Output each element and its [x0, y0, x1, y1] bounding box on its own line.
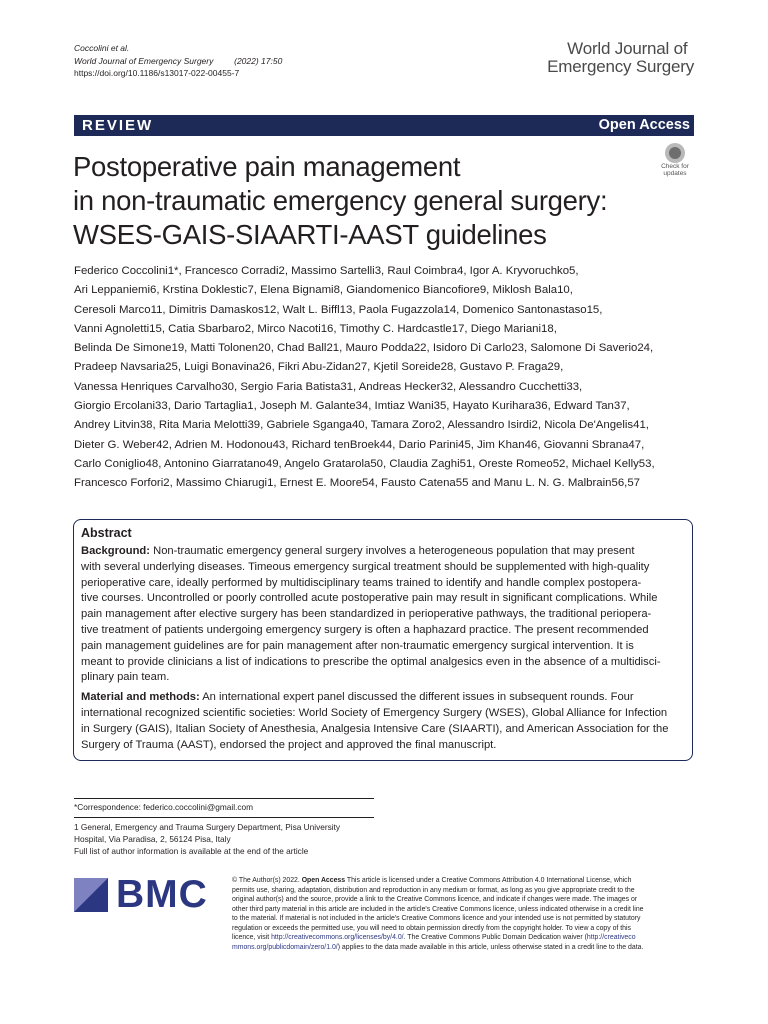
- abstract-line: Surgery of Trauma (AAST), endorsed the project and approved the final manuscript.: [81, 738, 497, 751]
- license-line: regulation or exceeds the permitted use, you will need to obtain permission directly from the copyright holder. To view a copy of this: [232, 924, 631, 932]
- footnote-divider: [74, 817, 374, 818]
- author-line: Vanessa Henriques Carvalho30, Sergio Faria Batista31, Andreas Hecker32, Alessandro Cucchetti33,: [74, 380, 583, 393]
- citation-volume: (2022) 17:50: [234, 55, 283, 66]
- footnotes: [74, 798, 374, 857]
- title-line: in non-traumatic emergency general surgery:: [73, 185, 608, 216]
- author-line: Dieter G. Weber42, Adrien M. Hodonou43, Richard tenBroek44, Dario Parini45, Jim Khan46, Giovanni Sbrana47,: [74, 438, 645, 451]
- license-statement: [232, 876, 694, 952]
- citation-header: [74, 42, 282, 80]
- footnote-divider: [74, 798, 374, 799]
- author-line: Pradeep Navsaria25, Luigi Bonavina26, Fikri Abu-Zidan27, Kjetil Soreide28, Gustavo P. Fraga29,: [74, 361, 564, 374]
- author-line: Ari Leppaniemi6, Krstina Doklestic7, Elena Bignami8, Giandomenico Biancofiore9, Miklosh Bala10,: [74, 284, 573, 297]
- article-type-bar: [74, 115, 694, 136]
- citation-journal-line: [74, 55, 282, 68]
- abstract-line: tive courses. Uncontrolled or poorly controlled acute postoperative pain may result in significant complications. While: [81, 592, 658, 605]
- license-line: original author(s) and the source, provide a link to the Creative Commons licence, and indicate if changes were made. The images or: [232, 896, 638, 903]
- author-line: Belinda De Simone19, Matti Tolonen20, Chad Ball21, Mauro Podda22, Isidoro Di Carlo23, Salomone Di Saverio24,: [74, 342, 654, 355]
- bmc-logo-mark: [74, 878, 108, 912]
- public-domain-link[interactable]: http://creativeco: [586, 934, 636, 941]
- title-line: Postoperative pain management: [73, 151, 461, 182]
- affiliation-line: Hospital, Via Paradisa, 2, 56124 Pisa, Italy: [74, 834, 231, 844]
- check-for-updates-button[interactable]: [656, 142, 694, 180]
- title-line: WSES-GAIS-SIAARTI-AAST guidelines: [73, 219, 547, 250]
- correspondence-email[interactable]: *Correspondence: federico.coccolini@gmail.com: [74, 802, 254, 812]
- background-label: Background:: [81, 545, 150, 557]
- abstract-line: in Surgery (GAIS), Italian Society of Anesthesia, Analgesia Intensive Care (SIAARTI), and American Association for the: [81, 722, 669, 735]
- author-line: Vanni Agnoletti15, Catia Sbarbaro2, Mirco Nacoti16, Timothy C. Hardcastle17, Diego Mariani18,: [74, 322, 557, 335]
- affiliation-line: 1 General, Emergency and Trauma Surgery Department, Pisa University: [74, 822, 341, 832]
- journal-logo-line2: Emergency Surgery: [547, 57, 694, 76]
- author-line: Andrey Litvin38, Rita Maria Melotti39, Gabriele Sganga40, Tamara Zoro2, Alessandro Isirdi2, Nicola De'Angelis41,: [74, 419, 649, 432]
- article-type-label: REVIEW: [82, 117, 154, 134]
- check-updates-icon: [665, 143, 685, 163]
- abstract-line: Background: Non-traumatic emergency general surgery involves a heterogeneous population that may present: [81, 545, 635, 557]
- license-link[interactable]: http://creativecommons.org/licenses/by/4.0/: [271, 934, 404, 941]
- open-access-bold: Open Access: [301, 877, 346, 884]
- author-line: Giorgio Ercolani33, Dario Tartaglia1, Joseph M. Galante34, Imtiaz Wani35, Hayato Kurihara36, Edward Tan37,: [74, 400, 630, 413]
- citation-authors: Coccolini et al.: [74, 43, 130, 53]
- open-access-label: Open Access: [598, 117, 690, 133]
- abstract-line: international recognized scientific societies: World Society of Emergency Surgery (WSES), Global Alliance for Infection: [81, 706, 668, 719]
- license-line: other third party material in this article are included in the article's Creative Commons licence, unless indicated otherwise in a credit line: [232, 905, 644, 913]
- author-line: Carlo Coniglio48, Antonino Giarratano49, Angelo Gratarola50, Claudia Zaghi51, Oreste Romeo52, Michael Kelly53,: [74, 457, 655, 470]
- abstract-line: perioperative care, ideally performed by multidisciplinary teams trained to identify and handle complex postopera-: [81, 576, 642, 589]
- abstract-line: meant to provide clinicians a list of indications to prescribe the optimal analgesics even in the absence of a multidisci-: [81, 655, 661, 668]
- author-line: Federico Coccolini1*, Francesco Corradi2, Massimo Sartelli3, Raul Coimbra4, Igor A. Kryvoruchko5,: [74, 265, 579, 277]
- methods-label: Material and methods:: [81, 691, 200, 704]
- bmc-logo-icon: [74, 875, 214, 915]
- abstract-line: with several underlying diseases. Timeous emergency surgical treatment should be supplemented with high-quality: [81, 560, 650, 573]
- abstract-line: pain management guidelines are for pain management after non-traumatic emergency surgical intervention. It is: [81, 639, 634, 652]
- bmc-logo-text: BMC: [116, 873, 208, 916]
- license-line: licence, visit http://creativecommons.org/licenses/by/4.0/. The Creative Commons Public Domain Dedication waiver (http://creativeco: [232, 934, 636, 941]
- citation-doi[interactable]: https://doi.org/10.1186/s13017-022-00455-7: [74, 68, 240, 78]
- public-domain-link-continued[interactable]: mmons.org/publicdomain/zero/1.0/: [232, 943, 338, 951]
- author-list: [74, 262, 696, 494]
- abstract-line: tive treatment of patients undergoing emergency surgery is often a haphazard practice. The present recommended: [81, 623, 649, 636]
- journal-logo: [547, 40, 694, 76]
- citation-journal: World Journal of Emergency Surgery: [74, 55, 214, 66]
- article-title: [73, 150, 653, 252]
- journal-logo-line1: World Journal of: [567, 39, 688, 58]
- full-author-info-note: Full list of author information is available at the end of the article: [74, 846, 309, 856]
- abstract-line: plinary pain team.: [81, 671, 170, 684]
- check-updates-label: Check for updates: [661, 163, 689, 177]
- abstract-line: Material and methods: An international expert panel discussed the different issues in subsequent rounds. Four: [81, 691, 634, 704]
- abstract-line: pain management after elective surgery has been standardized in perioperative pathways, the traditional periopera-: [81, 608, 652, 621]
- author-line: Ceresoli Marco11, Dimitris Damaskos12, Walt L. Biffl13, Paola Fugazzola14, Domenico Santonastaso15,: [74, 303, 603, 316]
- abstract-body: [81, 544, 691, 753]
- author-line: Francesco Forfori2, Massimo Chiarugi1, Ernest E. Moore54, Fausto Catena55 and Manu L. N. G. Malbrain56,57: [74, 477, 641, 490]
- license-line: to the material. If material is not included in the article's Creative Commons licence and your intended use is not permitted by statutory: [232, 915, 641, 922]
- license-line: permits use, sharing, adaptation, distribution and reproduction in any medium or format, as long as you give appropriate credit to the: [232, 886, 635, 894]
- abstract-heading: Abstract: [81, 526, 132, 540]
- license-line: © The Author(s) 2022. Open Access This article is licensed under a Creative Commons Attribution 4.0 International License, which: [232, 877, 632, 884]
- license-line: mmons.org/publicdomain/zero/1.0/) applies to the data made available in this article, unless otherwise stated in a credit line to the data.: [232, 943, 644, 951]
